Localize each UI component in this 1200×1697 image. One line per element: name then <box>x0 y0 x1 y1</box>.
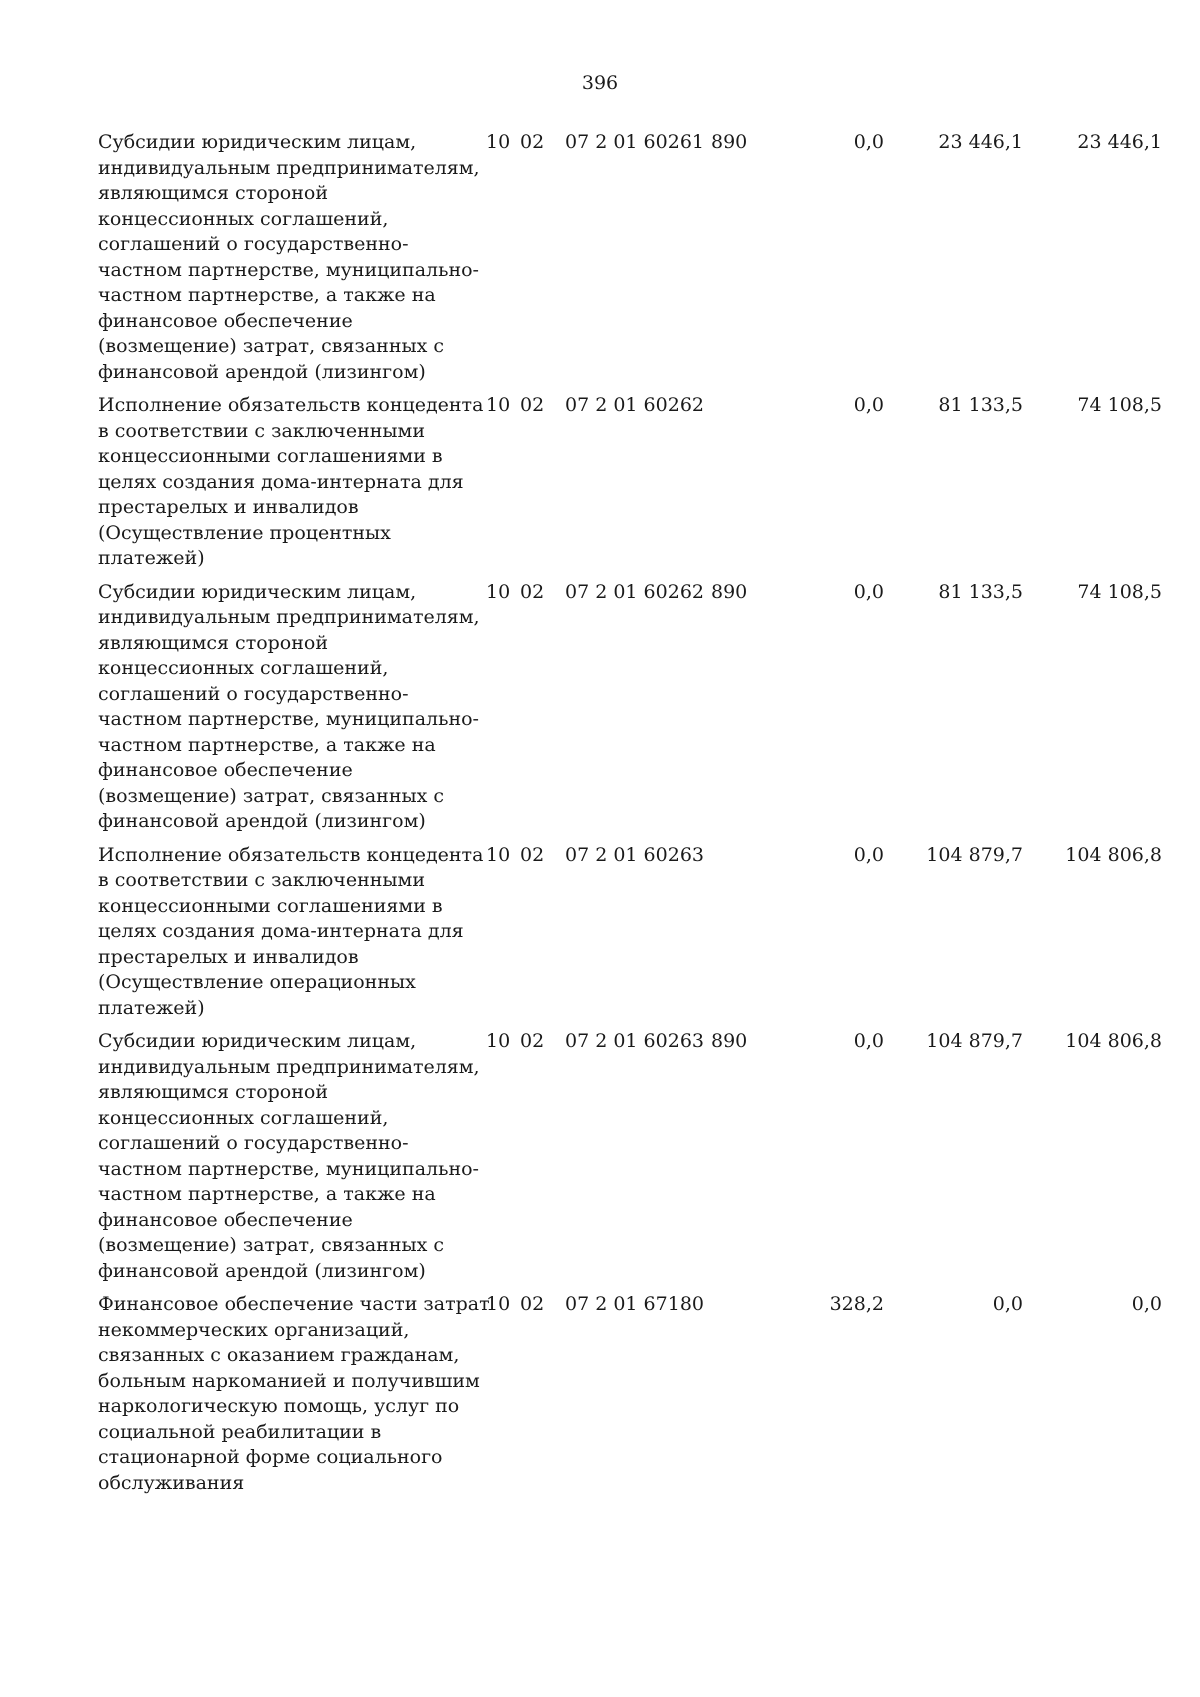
description-line: соглашений о государственно- <box>98 1132 409 1154</box>
target-article-code: 07 2 01 60263 <box>565 1030 705 1052</box>
row-description <box>98 1292 490 1496</box>
description-line: социальной реабилитации в <box>98 1420 382 1443</box>
description-line: (возмещение) затрат, связанных с <box>98 335 445 357</box>
description-line: концессионными соглашениями в <box>98 445 443 467</box>
target-article-code: 07 2 01 67180 <box>565 1293 705 1315</box>
table-row <box>0 130 1200 385</box>
description-line: концессионных соглашений, <box>98 657 389 679</box>
amount-col-3: 0,0 <box>1131 1293 1162 1315</box>
description-line: концессионных соглашений, <box>98 1106 389 1129</box>
expense-type-code: 890 <box>711 131 748 153</box>
description-line: Субсидии юридическим лицам, <box>98 580 417 603</box>
description-line: финансовой арендой (лизингом) <box>98 360 426 383</box>
description-line: частном партнерстве, а также на <box>98 284 436 306</box>
section-code: 10 <box>486 580 511 603</box>
target-article-code: 07 2 01 60262 <box>565 394 705 416</box>
row-description <box>98 843 484 1022</box>
description-line: частном партнерстве, а также на <box>98 1183 436 1205</box>
description-line: (Осуществление операционных <box>98 971 416 993</box>
subsection-code: 02 <box>520 131 545 153</box>
amount-col-2: 0,0 <box>992 1293 1023 1315</box>
description-line: частном партнерстве, муниципально- <box>98 1157 479 1180</box>
description-line: частном партнерстве, муниципально- <box>98 708 479 730</box>
description-line: являющимся стороной <box>98 631 329 654</box>
amount-col-3: 104 806,8 <box>1065 1030 1162 1052</box>
row-description <box>98 1029 480 1284</box>
amount-col-3: 74 108,5 <box>1077 580 1162 603</box>
table-row <box>0 1029 1200 1284</box>
amount-col-1: 0,0 <box>853 1030 884 1052</box>
table-row <box>0 393 1200 572</box>
description-line: концессионных соглашений, <box>98 207 389 230</box>
amount-col-2: 23 446,1 <box>938 131 1023 153</box>
description-line: Субсидии юридическим лицам, <box>98 131 417 153</box>
subsection-code: 02 <box>520 1030 545 1052</box>
expense-type-code: 890 <box>711 1030 748 1052</box>
description-line: (возмещение) затрат, связанных с <box>98 784 445 807</box>
amount-col-1: 0,0 <box>853 580 884 603</box>
expense-type-code: 890 <box>711 580 748 603</box>
section-code: 10 <box>486 394 511 416</box>
description-line: индивидуальным предпринимателям, <box>98 1055 480 1078</box>
amount-col-2: 81 133,5 <box>938 580 1023 603</box>
amount-col-3: 74 108,5 <box>1077 394 1162 416</box>
subsection-code: 02 <box>520 580 545 603</box>
description-line: платежей) <box>98 996 205 1019</box>
amount-col-1: 0,0 <box>853 843 884 866</box>
description-line: финансовой арендой (лизингом) <box>98 810 426 832</box>
amount-col-1: 328,2 <box>829 1293 884 1315</box>
section-code: 10 <box>486 1030 511 1052</box>
description-line: в соответствии с заключенными <box>98 419 425 442</box>
description-line: (возмещение) затрат, связанных с <box>98 1234 445 1256</box>
target-article-code: 07 2 01 60261 <box>565 131 705 153</box>
description-line: престарелых и инвалидов <box>98 496 359 518</box>
description-line: соглашений о государственно- <box>98 233 409 255</box>
description-line: наркологическую помощь, услуг по <box>98 1395 460 1417</box>
description-line: индивидуальным предпринимателям, <box>98 156 480 179</box>
section-code: 10 <box>486 131 511 153</box>
subsection-code: 02 <box>520 394 545 416</box>
description-line: больным наркоманией и получившим <box>98 1369 480 1392</box>
amount-col-3: 104 806,8 <box>1065 843 1162 866</box>
subsection-code: 02 <box>520 843 545 866</box>
row-description <box>98 580 480 835</box>
description-line: финансовой арендой (лизингом) <box>98 1259 426 1282</box>
description-line: связанных с оказанием гражданам, <box>98 1344 460 1366</box>
amount-col-2: 104 879,7 <box>926 1030 1023 1052</box>
amount-col-3: 23 446,1 <box>1077 131 1162 153</box>
description-line: являющимся стороной <box>98 182 329 204</box>
subsection-code: 02 <box>520 1293 545 1315</box>
description-line: соглашений о государственно- <box>98 682 409 705</box>
description-line: Субсидии юридическим лицам, <box>98 1030 417 1052</box>
description-line: финансовое обеспечение <box>98 309 353 332</box>
description-line: концессионными соглашениями в <box>98 894 443 917</box>
row-description <box>98 130 480 385</box>
description-line: индивидуальным предпринимателям, <box>98 606 480 628</box>
description-line: обслуживания <box>98 1471 245 1494</box>
row-description <box>98 393 484 572</box>
table-row <box>0 580 1200 835</box>
description-line: некоммерческих организаций, <box>98 1318 410 1341</box>
description-line: в соответствии с заключенными <box>98 869 425 891</box>
amount-col-2: 104 879,7 <box>926 843 1023 866</box>
description-line: финансовое обеспечение <box>98 759 353 781</box>
description-line: (Осуществление процентных <box>98 521 391 544</box>
table-row <box>0 843 1200 1022</box>
description-line: Исполнение обязательств концедента <box>98 843 484 866</box>
amount-col-2: 81 133,5 <box>938 394 1023 416</box>
table-row <box>0 1292 1200 1496</box>
description-line: целях создания дома-интерната для <box>98 920 464 942</box>
description-line: стационарной форме социального <box>98 1446 443 1468</box>
target-article-code: 07 2 01 60263 <box>565 843 705 866</box>
description-line: целях создания дома-интерната для <box>98 470 464 493</box>
description-line: Исполнение обязательств концедента <box>98 394 484 416</box>
description-line: престарелых и инвалидов <box>98 945 359 968</box>
description-line: являющимся стороной <box>98 1081 329 1103</box>
description-line: платежей) <box>98 547 205 569</box>
section-code: 10 <box>486 1293 511 1315</box>
page-number: 396 <box>581 72 619 94</box>
description-line: частном партнерстве, а также на <box>98 733 436 756</box>
amount-col-1: 0,0 <box>853 394 884 416</box>
target-article-code: 07 2 01 60262 <box>565 580 705 603</box>
amount-col-1: 0,0 <box>853 131 884 153</box>
budget-table <box>0 130 1200 1496</box>
description-line: финансовое обеспечение <box>98 1208 353 1231</box>
section-code: 10 <box>486 843 511 866</box>
description-line: частном партнерстве, муниципально- <box>98 258 479 281</box>
description-line: Финансовое обеспечение части затрат <box>98 1293 490 1315</box>
